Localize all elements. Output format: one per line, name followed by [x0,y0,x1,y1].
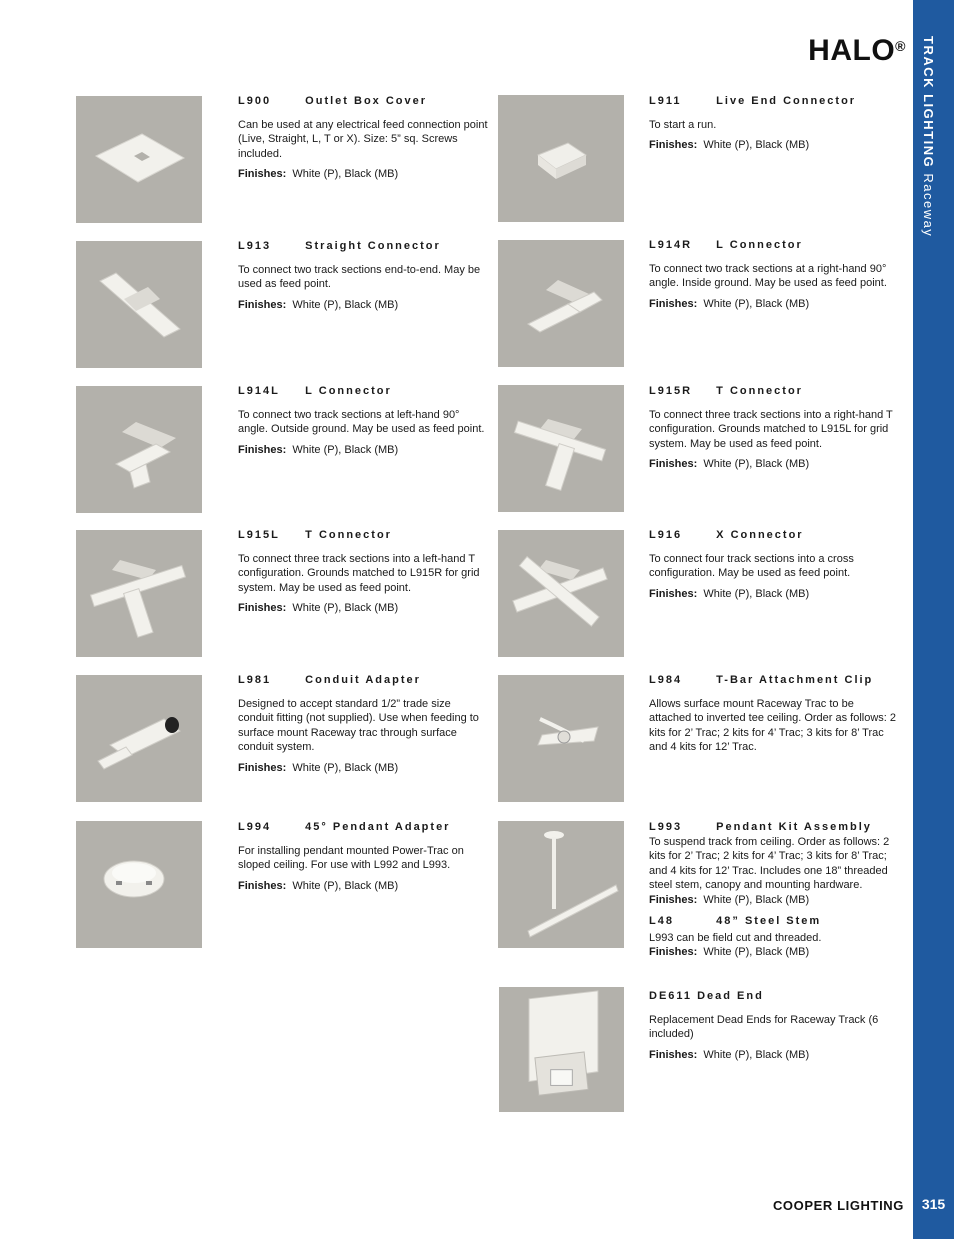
product-item [238,820,488,899]
product-title: L915R T Connector [649,385,803,397]
t-connector-icon [76,530,202,657]
product-finishes: Finishes: White (P), Black (MB) [649,139,810,151]
product-finishes: Finishes: White (P), Black (MB) [649,893,810,906]
product-item [649,94,899,159]
subsection-title: Raceway [921,173,936,238]
product-description: L993 can be field cut and threaded. [649,931,822,944]
product-description: To suspend track from ceiling. Order as follows: 2 kits for 2’ Trac; 2 kits for 4’ Trac; 3 kits for 8’ Trac; and 4 kits for 12’ Trac. Includes one 18” threaded steel stem, canopy and mounting hardware. [649,835,890,891]
product-description: To start a run. [649,118,717,131]
product-title: L993 Pendant Kit Assembly [649,821,872,833]
product-description: To connect three track sections into a left-hand T configuration. Grounds matched to L915R for grid system. May be used as feed point. [238,552,480,594]
product-title: L994 45° Pendant Adapter [238,821,451,833]
product-finishes: Finishes: White (P), Black (MB) [649,1048,810,1061]
product-title: L914R L Connector [649,239,803,251]
product-description: For installing pendant mounted Power-Trac on sloped ceiling. For use with L992 and L993. [238,844,464,871]
product-item [238,94,488,188]
tbar-clip-icon [498,675,624,802]
product-finishes: Finishes: White (P), Black (MB) [649,458,810,470]
l-connector-icon [76,386,202,513]
product-title: L981 Conduit Adapter [238,674,421,686]
product-title: L911 Live End Connector [649,95,857,107]
product-title: L913 Straight Connector [238,240,441,252]
square-plate-icon [76,96,202,223]
product-item [238,528,488,622]
brand-logo: HALO® [808,34,906,67]
x-connector-icon [498,530,624,657]
page-number: 315 [921,1196,946,1212]
product-description: Designed to accept standard 1/2” trade size conduit fitting (not supplied). Use when feeding to surface mount Raceway trac through surface conduit system. [238,697,479,753]
straight-connector-icon [76,241,202,368]
product-title: DE611 Dead End [649,990,764,1002]
product-finishes: Finishes: White (P), Black (MB) [238,879,399,892]
product-description: To connect four track sections into a cross configuration. May be used as feed point. [649,552,854,579]
product-description: To connect two track sections at left-hand 90° angle. Outside ground. May be used as feed point. [238,408,485,435]
product-description: To connect two track sections end-to-end. May be used as feed point. [238,263,481,290]
product-title: L48 48” Steel Stem [649,915,822,927]
product-finishes: Finishes: White (P), Black (MB) [238,443,399,456]
conduit-adapter-icon [76,675,202,802]
product-item [649,238,899,317]
product-description: To connect three track sections into a right-hand T configuration. Grounds matched to L915L for grid system. May be used as feed point. [649,408,893,450]
product-item [649,820,899,960]
product-finishes: Finishes: White (P), Black (MB) [238,168,399,180]
product-title: L900 Outlet Box Cover [238,95,428,107]
pendant-adapter-icon [76,821,202,948]
product-item [238,673,488,781]
product-item [649,673,899,761]
product-finishes: Finishes: White (P), Black (MB) [649,297,810,310]
product-title: L916 X Connector [649,529,804,541]
l-connector-icon [498,240,624,367]
product-description: Allows surface mount Raceway Trac to be attached to inverted tee ceiling. Order as follows: 2 kits for 2’ Trac; 2 kits for 4’ Trac; 3 kits for 8’ Trac and 4 kits for 12’ Trac. [649,697,897,753]
product-finishes: Finishes: White (P), Black (MB) [649,587,810,600]
product-finishes: Finishes: White (P), Black (MB) [238,761,399,774]
product-description: Can be used at any electrical feed connection point (Live, Straight, L, T or X). Size: 5” sq. Screws included. [238,118,488,160]
product-item [238,239,488,318]
live-end-icon [498,95,624,222]
footer-company: COOPER LIGHTING [772,1198,904,1213]
section-tab [921,36,936,237]
product-description: To connect two track sections at a right-hand 90° angle. Inside ground. May be used as feed point. [649,262,887,289]
product-title: L914L L Connector [238,385,392,397]
product-finishes: Finishes: White (P), Black (MB) [238,298,399,311]
t-connector-icon [498,385,624,512]
product-finishes: Finishes: White (P), Black (MB) [649,946,810,958]
product-item [649,384,899,478]
product-item [238,384,488,463]
product-item [649,528,899,607]
product-title: L915L T Connector [238,529,392,541]
product-finishes: Finishes: White (P), Black (MB) [238,602,399,614]
product-title: L984 T-Bar Attachment Clip [649,674,874,686]
section-title: TRACK LIGHTING [921,36,936,169]
dead-end-icon [499,987,624,1112]
product-item [649,989,899,1068]
product-description: Replacement Dead Ends for Raceway Track (6 included) [649,1013,879,1040]
pendant-kit-icon [498,821,624,948]
